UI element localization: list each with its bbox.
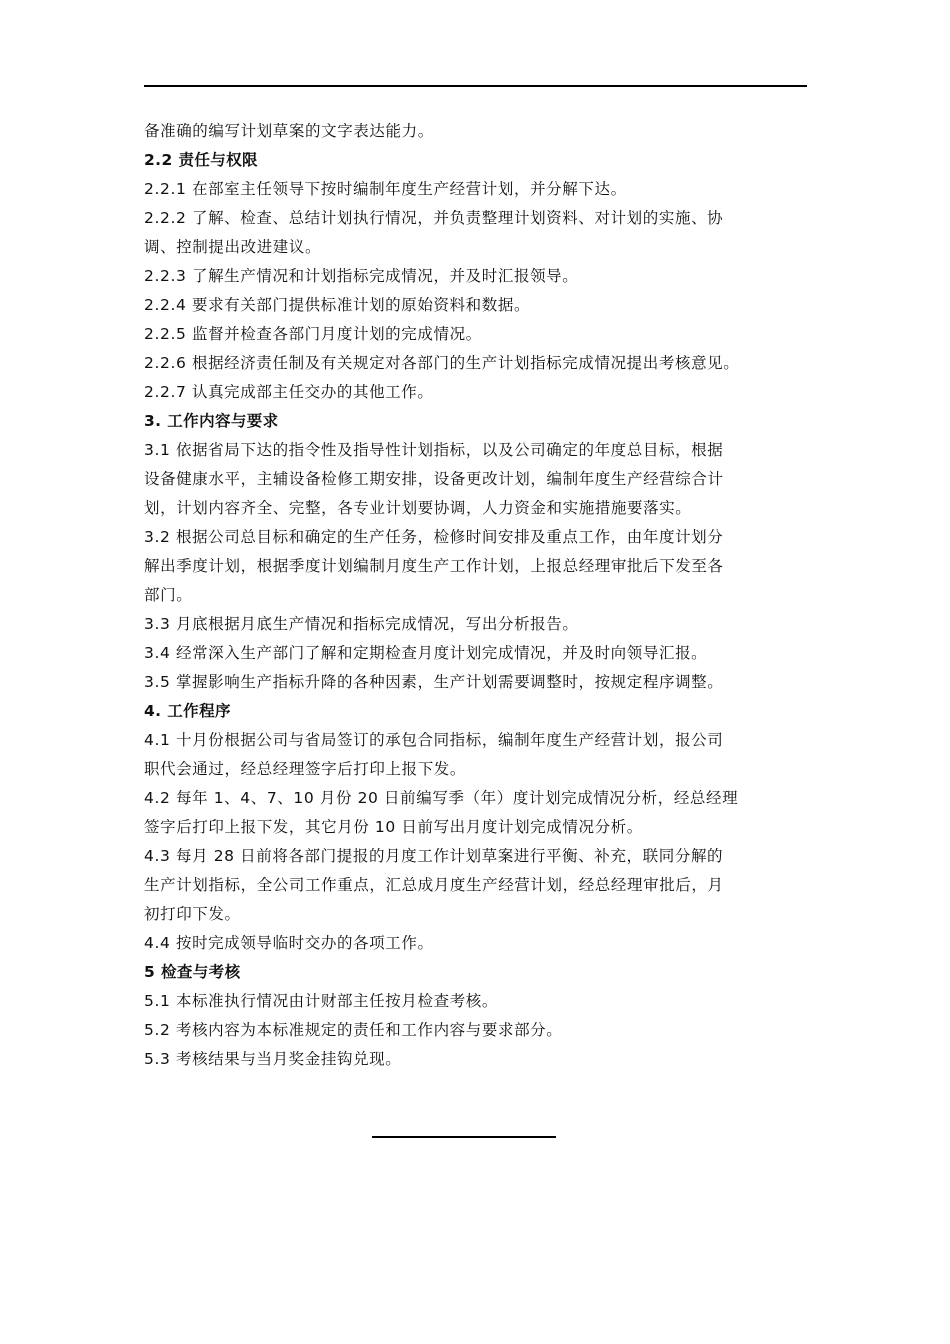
- paragraph-line: 4.4 按时完成领导临时交办的各项工作。: [144, 934, 434, 952]
- paragraph-line: 设备健康水平，主辅设备检修工期安排，设备更改计划，编制年度生产经营综合计: [144, 470, 724, 488]
- paragraph-line: 3.2 根据公司总目标和确定的生产任务，检修时间安排及重点工作，由年度计划分: [144, 528, 724, 546]
- paragraph-line: 签字后打印上报下发，其它月份 10 日前写出月度计划完成情况分析。: [144, 818, 643, 836]
- footer-rule: [372, 1136, 556, 1138]
- paragraph-line: 初打印下发。: [144, 905, 241, 923]
- paragraph-line: 2.2.4 要求有关部门提供标准计划的原始资料和数据。: [144, 296, 531, 314]
- section-heading: 4. 工作程序: [144, 702, 231, 720]
- paragraph-line: 2.2.1 在部室主任领导下按时编制年度生产经营计划，并分解下达。: [144, 180, 627, 198]
- paragraph-line: 2.2.7 认真完成部主任交办的其他工作。: [144, 383, 434, 401]
- paragraph-line: 3.4 经常深入生产部门了解和定期检查月度计划完成情况，并及时向领导汇报。: [144, 644, 708, 662]
- paragraph-line: 3.3 月底根据月底生产情况和指标完成情况，写出分析报告。: [144, 615, 579, 633]
- paragraph-line: 3.1 依据省局下达的指令性及指导性计划指标，以及公司确定的年度总目标，根据: [144, 441, 724, 459]
- paragraph-line: 备准确的编写计划草案的文字表达能力。: [144, 122, 434, 140]
- paragraph-line: 划，计划内容齐全、完整，各专业计划要协调，人力资金和实施措施要落实。: [144, 499, 692, 517]
- paragraph-line: 5.1 本标准执行情况由计财部主任按月检查考核。: [144, 992, 498, 1010]
- paragraph-line: 部门。: [144, 586, 193, 604]
- paragraph-line: 3.5 掌握影响生产指标升降的各种因素，生产计划需要调整时，按规定程序调整。: [144, 673, 724, 691]
- paragraph-line: 调、控制提出改进建议。: [144, 238, 322, 256]
- paragraph-line: 5.3 考核结果与当月奖金挂钩兑现。: [144, 1050, 402, 1068]
- section-heading: 5 检查与考核: [144, 963, 241, 981]
- section-heading: 3. 工作内容与要求: [144, 412, 279, 430]
- paragraph-line: 2.2.6 根据经济责任制及有关规定对各部门的生产计划指标完成情况提出考核意见。: [144, 354, 740, 372]
- paragraph-line: 4.1 十月份根据公司与省局签订的承包合同指标，编制年度生产经营计划，报公司: [144, 731, 724, 749]
- paragraph-line: 2.2.2 了解、检查、总结计划执行情况，并负责整理计划资料、对计划的实施、协: [144, 209, 724, 227]
- paragraph-line: 4.2 每年 1、4、7、10 月份 20 日前编写季（年）度计划完成情况分析，经总经理: [144, 789, 739, 807]
- paragraph-line: 4.3 每月 28 日前将各部门提报的月度工作计划草案进行平衡、补充，联同分解的: [144, 847, 724, 865]
- paragraph-line: 2.2.5 监督并检查各部门月度计划的完成情况。: [144, 325, 482, 343]
- paragraph-line: 解出季度计划，根据季度计划编制月度生产工作计划，上报总经理审批后下发至各: [144, 557, 724, 575]
- paragraph-line: 职代会通过，经总经理签字后打印上报下发。: [144, 760, 467, 778]
- paragraph-line: 5.2 考核内容为本标准规定的责任和工作内容与要求部分。: [144, 1021, 563, 1039]
- header-rule: [144, 85, 807, 87]
- paragraph-line: 2.2.3 了解生产情况和计划指标完成情况，并及时汇报领导。: [144, 267, 579, 285]
- section-heading: 2.2 责任与权限: [144, 151, 258, 169]
- document-body: [144, 117, 816, 1074]
- paragraph-line: 生产计划指标，全公司工作重点，汇总成月度生产经营计划，经总经理审批后，月: [144, 876, 724, 894]
